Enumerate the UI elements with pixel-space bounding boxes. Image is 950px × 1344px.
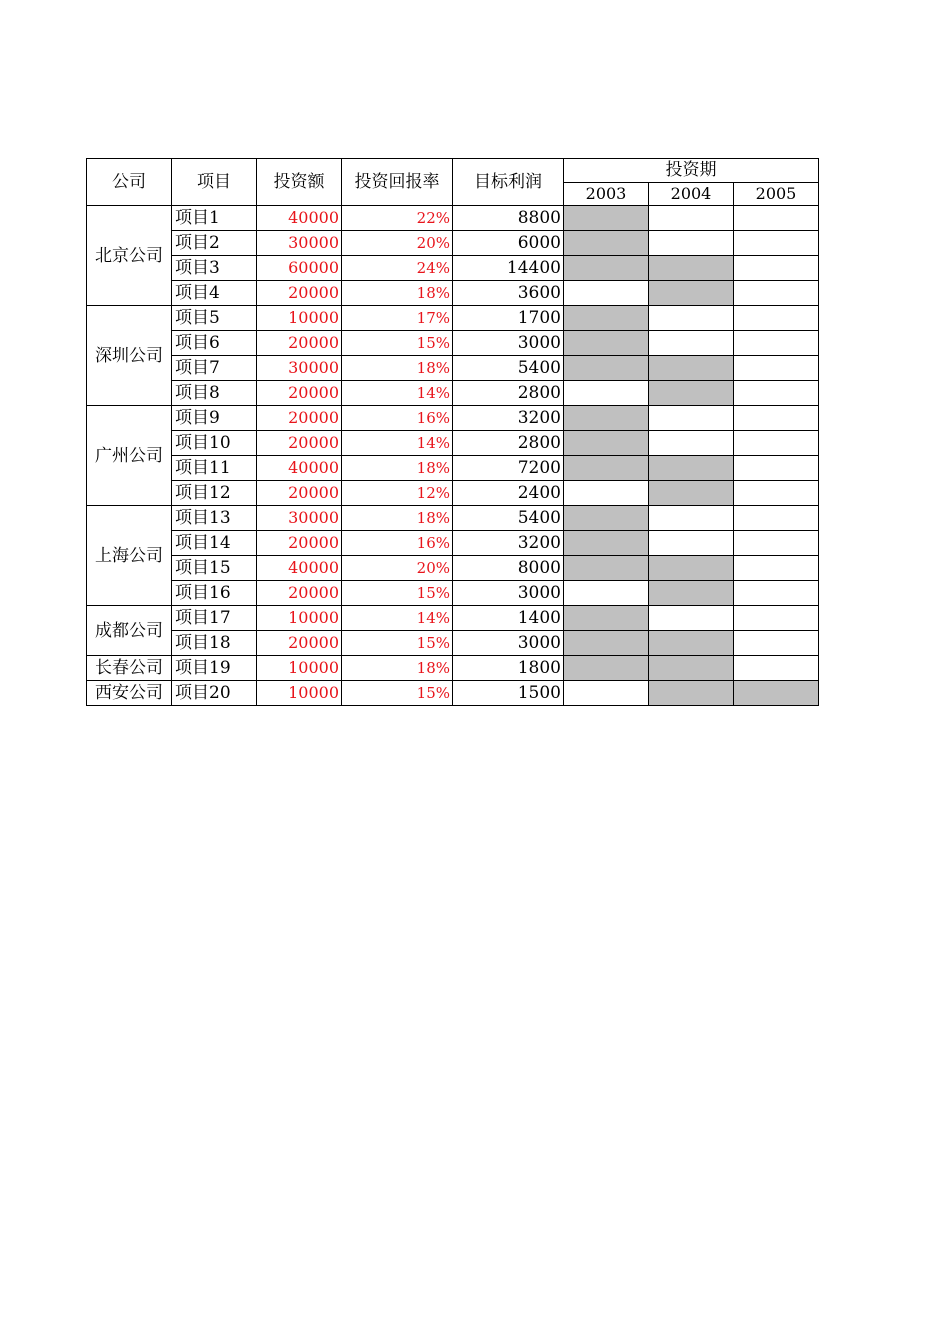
period-cell-2004[interactable] bbox=[649, 681, 734, 706]
target-profit-cell[interactable]: 8000 bbox=[453, 556, 564, 581]
period-cell-2005[interactable] bbox=[734, 556, 819, 581]
period-cell-2003[interactable] bbox=[564, 681, 649, 706]
investment-cell[interactable]: 40000 bbox=[257, 206, 342, 231]
period-cell-2005[interactable] bbox=[734, 281, 819, 306]
period-cell-2005[interactable] bbox=[734, 656, 819, 681]
period-cell-2003[interactable] bbox=[564, 206, 649, 231]
target-profit-cell[interactable]: 2800 bbox=[453, 431, 564, 456]
return-rate-cell[interactable]: 14% bbox=[342, 381, 453, 406]
company-cell[interactable]: 上海公司 bbox=[87, 506, 172, 606]
project-cell[interactable]: 项目4 bbox=[172, 281, 257, 306]
project-cell[interactable]: 项目8 bbox=[172, 381, 257, 406]
investment-cell[interactable]: 10000 bbox=[257, 681, 342, 706]
period-cell-2003[interactable] bbox=[564, 281, 649, 306]
target-profit-cell[interactable]: 5400 bbox=[453, 506, 564, 531]
project-cell[interactable]: 项目10 bbox=[172, 431, 257, 456]
period-cell-2005[interactable] bbox=[734, 331, 819, 356]
period-cell-2005[interactable] bbox=[734, 256, 819, 281]
return-rate-cell[interactable]: 20% bbox=[342, 556, 453, 581]
period-cell-2003[interactable] bbox=[564, 381, 649, 406]
period-cell-2005[interactable] bbox=[734, 381, 819, 406]
target-profit-cell[interactable]: 2400 bbox=[453, 481, 564, 506]
target-profit-cell[interactable]: 1400 bbox=[453, 606, 564, 631]
table-row bbox=[87, 256, 819, 281]
header-return-rate: 投资回报率 bbox=[342, 159, 453, 206]
target-profit-cell[interactable]: 5400 bbox=[453, 356, 564, 381]
header-investment-period: 投资期 bbox=[564, 159, 819, 183]
return-rate-cell[interactable]: 18% bbox=[342, 281, 453, 306]
target-profit-cell[interactable]: 1800 bbox=[453, 656, 564, 681]
table-row bbox=[87, 356, 819, 381]
period-cell-2005[interactable] bbox=[734, 431, 819, 456]
project-cell[interactable]: 项目12 bbox=[172, 481, 257, 506]
target-profit-cell[interactable]: 3000 bbox=[453, 631, 564, 656]
return-rate-cell[interactable]: 18% bbox=[342, 656, 453, 681]
period-cell-2005[interactable] bbox=[734, 356, 819, 381]
period-cell-2005[interactable] bbox=[734, 531, 819, 556]
period-cell-2004[interactable] bbox=[649, 431, 734, 456]
project-cell[interactable]: 项目19 bbox=[172, 656, 257, 681]
return-rate-cell[interactable]: 15% bbox=[342, 581, 453, 606]
table-row bbox=[87, 431, 819, 456]
period-cell-2004[interactable] bbox=[649, 606, 734, 631]
project-cell[interactable]: 项目1 bbox=[172, 206, 257, 231]
period-cell-2004[interactable] bbox=[649, 281, 734, 306]
return-rate-cell[interactable]: 15% bbox=[342, 331, 453, 356]
investment-cell[interactable]: 30000 bbox=[257, 506, 342, 531]
return-rate-cell[interactable]: 17% bbox=[342, 306, 453, 331]
period-cell-2004[interactable] bbox=[649, 256, 734, 281]
target-profit-cell[interactable]: 6000 bbox=[453, 231, 564, 256]
table-row bbox=[87, 606, 819, 631]
company-cell[interactable]: 广州公司 bbox=[87, 406, 172, 506]
period-cell-2003[interactable] bbox=[564, 431, 649, 456]
company-cell[interactable]: 成都公司 bbox=[87, 606, 172, 656]
investment-cell[interactable]: 40000 bbox=[257, 456, 342, 481]
header-investment: 投资额 bbox=[257, 159, 342, 206]
period-cell-2003[interactable] bbox=[564, 506, 649, 531]
period-cell-2004[interactable] bbox=[649, 381, 734, 406]
investment-table bbox=[86, 158, 819, 706]
period-cell-2003[interactable] bbox=[564, 356, 649, 381]
table-row bbox=[87, 231, 819, 256]
target-profit-cell[interactable]: 7200 bbox=[453, 456, 564, 481]
period-cell-2005[interactable] bbox=[734, 481, 819, 506]
project-cell[interactable]: 项目7 bbox=[172, 356, 257, 381]
project-cell[interactable]: 项目3 bbox=[172, 256, 257, 281]
target-profit-cell[interactable]: 3200 bbox=[453, 531, 564, 556]
table-row bbox=[87, 531, 819, 556]
target-profit-cell[interactable]: 2800 bbox=[453, 381, 564, 406]
return-rate-cell[interactable]: 12% bbox=[342, 481, 453, 506]
header-project: 项目 bbox=[172, 159, 257, 206]
target-profit-cell[interactable]: 3200 bbox=[453, 406, 564, 431]
period-cell-2004[interactable] bbox=[649, 481, 734, 506]
period-cell-2003[interactable] bbox=[564, 456, 649, 481]
period-cell-2005[interactable] bbox=[734, 306, 819, 331]
project-cell[interactable]: 项目6 bbox=[172, 331, 257, 356]
table-row bbox=[87, 456, 819, 481]
return-rate-cell[interactable]: 14% bbox=[342, 431, 453, 456]
period-cell-2004[interactable] bbox=[649, 206, 734, 231]
return-rate-cell[interactable]: 24% bbox=[342, 256, 453, 281]
header-year-2005: 2005 bbox=[734, 183, 819, 206]
investment-cell[interactable]: 20000 bbox=[257, 481, 342, 506]
table-row bbox=[87, 506, 819, 531]
project-cell[interactable]: 项目5 bbox=[172, 306, 257, 331]
target-profit-cell[interactable]: 1700 bbox=[453, 306, 564, 331]
period-cell-2005[interactable] bbox=[734, 681, 819, 706]
period-cell-2004[interactable] bbox=[649, 581, 734, 606]
investment-cell[interactable]: 20000 bbox=[257, 631, 342, 656]
table-body bbox=[87, 206, 819, 706]
project-cell[interactable]: 项目11 bbox=[172, 456, 257, 481]
table-row bbox=[87, 481, 819, 506]
investment-cell[interactable]: 20000 bbox=[257, 581, 342, 606]
period-cell-2005[interactable] bbox=[734, 631, 819, 656]
return-rate-cell[interactable]: 16% bbox=[342, 406, 453, 431]
target-profit-cell[interactable]: 14400 bbox=[453, 256, 564, 281]
period-cell-2005[interactable] bbox=[734, 506, 819, 531]
target-profit-cell[interactable]: 3600 bbox=[453, 281, 564, 306]
period-cell-2005[interactable] bbox=[734, 231, 819, 256]
period-cell-2003[interactable] bbox=[564, 631, 649, 656]
period-cell-2003[interactable] bbox=[564, 331, 649, 356]
period-cell-2003[interactable] bbox=[564, 406, 649, 431]
table-row bbox=[87, 206, 819, 231]
return-rate-cell[interactable]: 15% bbox=[342, 681, 453, 706]
investment-cell[interactable]: 20000 bbox=[257, 406, 342, 431]
table-row bbox=[87, 581, 819, 606]
period-cell-2005[interactable] bbox=[734, 206, 819, 231]
target-profit-cell[interactable]: 8800 bbox=[453, 206, 564, 231]
table-row bbox=[87, 331, 819, 356]
period-cell-2005[interactable] bbox=[734, 456, 819, 481]
table-row bbox=[87, 306, 819, 331]
project-cell[interactable]: 项目18 bbox=[172, 631, 257, 656]
period-cell-2003[interactable] bbox=[564, 231, 649, 256]
target-profit-cell[interactable]: 1500 bbox=[453, 681, 564, 706]
period-cell-2005[interactable] bbox=[734, 406, 819, 431]
table-row bbox=[87, 281, 819, 306]
return-rate-cell[interactable]: 18% bbox=[342, 356, 453, 381]
period-cell-2004[interactable] bbox=[649, 331, 734, 356]
return-rate-cell[interactable]: 16% bbox=[342, 531, 453, 556]
investment-cell[interactable]: 60000 bbox=[257, 256, 342, 281]
project-cell[interactable]: 项目14 bbox=[172, 531, 257, 556]
project-cell[interactable]: 项目2 bbox=[172, 231, 257, 256]
investment-cell[interactable]: 20000 bbox=[257, 431, 342, 456]
period-cell-2004[interactable] bbox=[649, 231, 734, 256]
project-cell[interactable]: 项目15 bbox=[172, 556, 257, 581]
period-cell-2005[interactable] bbox=[734, 606, 819, 631]
return-rate-cell[interactable]: 20% bbox=[342, 231, 453, 256]
table-row bbox=[87, 556, 819, 581]
period-cell-2004[interactable] bbox=[649, 506, 734, 531]
header-year-2003: 2003 bbox=[564, 183, 649, 206]
table-row bbox=[87, 631, 819, 656]
target-profit-cell[interactable]: 3000 bbox=[453, 581, 564, 606]
company-cell[interactable]: 北京公司 bbox=[87, 206, 172, 306]
investment-cell[interactable]: 30000 bbox=[257, 356, 342, 381]
period-cell-2004[interactable] bbox=[649, 356, 734, 381]
return-rate-cell[interactable]: 14% bbox=[342, 606, 453, 631]
table-row bbox=[87, 681, 819, 706]
period-cell-2004[interactable] bbox=[649, 631, 734, 656]
return-rate-cell[interactable]: 15% bbox=[342, 631, 453, 656]
investment-cell[interactable]: 30000 bbox=[257, 231, 342, 256]
investment-cell[interactable]: 10000 bbox=[257, 606, 342, 631]
period-cell-2004[interactable] bbox=[649, 456, 734, 481]
period-cell-2003[interactable] bbox=[564, 531, 649, 556]
period-cell-2003[interactable] bbox=[564, 581, 649, 606]
period-cell-2005[interactable] bbox=[734, 581, 819, 606]
period-cell-2003[interactable] bbox=[564, 256, 649, 281]
period-cell-2004[interactable] bbox=[649, 306, 734, 331]
investment-cell[interactable]: 20000 bbox=[257, 531, 342, 556]
period-cell-2004[interactable] bbox=[649, 656, 734, 681]
header-year-2004: 2004 bbox=[649, 183, 734, 206]
period-cell-2003[interactable] bbox=[564, 606, 649, 631]
period-cell-2004[interactable] bbox=[649, 556, 734, 581]
period-cell-2003[interactable] bbox=[564, 481, 649, 506]
investment-cell[interactable]: 20000 bbox=[257, 381, 342, 406]
investment-cell[interactable]: 40000 bbox=[257, 556, 342, 581]
investment-cell[interactable]: 10000 bbox=[257, 656, 342, 681]
table-row bbox=[87, 406, 819, 431]
company-cell[interactable]: 西安公司 bbox=[87, 681, 172, 706]
investment-cell[interactable]: 20000 bbox=[257, 281, 342, 306]
project-cell[interactable]: 项目20 bbox=[172, 681, 257, 706]
investment-cell[interactable]: 10000 bbox=[257, 306, 342, 331]
header-target-profit: 目标利润 bbox=[453, 159, 564, 206]
company-cell[interactable]: 长春公司 bbox=[87, 656, 172, 681]
return-rate-cell[interactable]: 18% bbox=[342, 456, 453, 481]
target-profit-cell[interactable]: 3000 bbox=[453, 331, 564, 356]
period-cell-2003[interactable] bbox=[564, 556, 649, 581]
header-company: 公司 bbox=[87, 159, 172, 206]
investment-cell[interactable]: 20000 bbox=[257, 331, 342, 356]
table-row bbox=[87, 381, 819, 406]
project-cell[interactable]: 项目13 bbox=[172, 506, 257, 531]
return-rate-cell[interactable]: 22% bbox=[342, 206, 453, 231]
return-rate-cell[interactable]: 18% bbox=[342, 506, 453, 531]
period-cell-2003[interactable] bbox=[564, 306, 649, 331]
period-cell-2004[interactable] bbox=[649, 406, 734, 431]
project-cell[interactable]: 项目16 bbox=[172, 581, 257, 606]
project-cell[interactable]: 项目9 bbox=[172, 406, 257, 431]
company-cell[interactable]: 深圳公司 bbox=[87, 306, 172, 406]
project-cell[interactable]: 项目17 bbox=[172, 606, 257, 631]
period-cell-2004[interactable] bbox=[649, 531, 734, 556]
table-row bbox=[87, 656, 819, 681]
period-cell-2003[interactable] bbox=[564, 656, 649, 681]
